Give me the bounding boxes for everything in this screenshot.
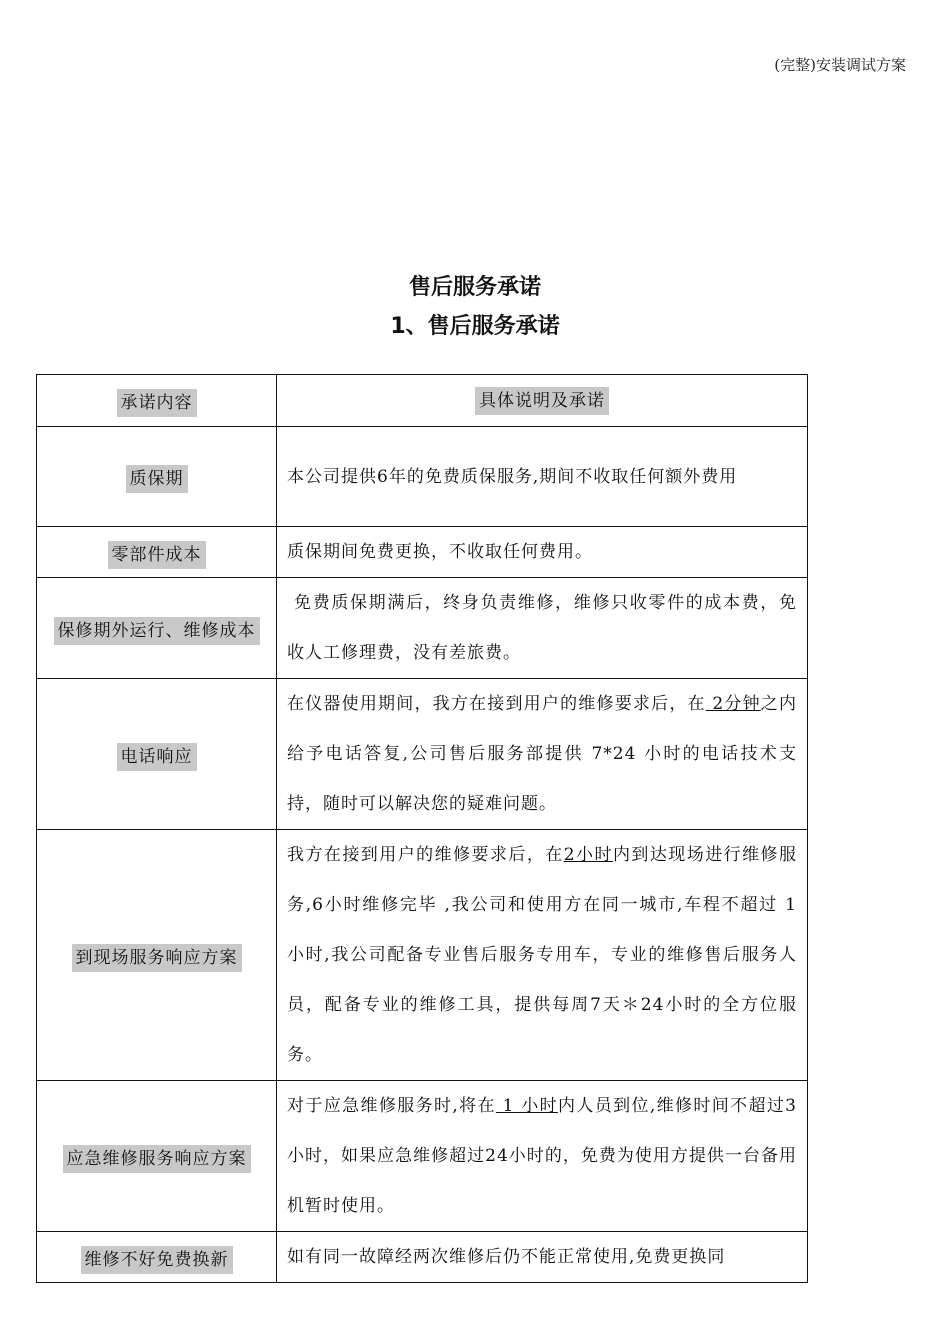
row-label: 质保期: [126, 465, 188, 493]
text-segment: 之内给予电话答复,公司售后服务部提供 7*24 小时的电话技术支持，随时可以解决您的疑难问题。: [287, 694, 798, 814]
table-cell-item: [37, 1232, 277, 1283]
table-cell-text: 免费质保期满后，终身负责维修，维修只收零件的成本费，免收人工修理费，没有差旅费。: [277, 578, 808, 679]
table-row: [37, 679, 808, 830]
section-title: 1、售后服务承诺: [390, 314, 560, 339]
table-cell-item: [37, 527, 277, 578]
table-row: [37, 578, 808, 679]
table-header-cell: [37, 375, 277, 427]
table-cell-text: [277, 1081, 808, 1232]
table-row: [37, 1232, 808, 1283]
underlined-time-limit: 2小时: [563, 845, 613, 865]
row-label: 电话响应: [117, 743, 197, 771]
text-segment: 内人员到位,维修时间不超过3小时，如果应急维修超过24小时的，免费为使用方提供一台备用机暂时使用。: [287, 1096, 797, 1216]
table-cell-item: [37, 830, 277, 1081]
text-segment: 内到达现场进行维修服务,6小时维修完毕 ,我公司和使用方在同一城市,车程不超过 1 小时,我公司配备专业售后服务专用车，专业的维修售后服务人员，配备专业的维修工具，提供每周7天＊24小时的全方位服务。: [287, 845, 797, 1065]
column-header-details: 具体说明及承诺: [475, 387, 609, 415]
service-commitment-table: [36, 374, 808, 1283]
table-cell-item: [37, 679, 277, 830]
table-cell-text: 本公司提供6年的免费质保服务,期间不收取任何额外费用: [277, 427, 808, 527]
row-label: 保修期外运行、维修成本: [54, 617, 260, 645]
row-label: 零部件成本: [108, 541, 206, 569]
table-cell-text: 如有同一故障经两次维修后仍不能正常使用,免费更换同: [277, 1232, 808, 1283]
page-title: 售后服务承诺: [408, 275, 541, 300]
underlined-time-limit: 2分钟: [705, 694, 761, 714]
table-cell-text: 质保期间免费更换，不收取任何费用。: [277, 527, 808, 578]
column-header-commitment: 承诺内容: [117, 389, 197, 417]
table-row: [37, 830, 808, 1081]
row-label: 到现场服务响应方案: [72, 944, 242, 972]
underlined-time-limit: 1 小时: [495, 1096, 558, 1116]
table-header-cell: [277, 375, 808, 427]
table-cell-text: [277, 679, 808, 830]
table-cell-item: [37, 427, 277, 527]
text-segment: 在仪器使用期间，我方在接到用户的维修要求后，在: [287, 694, 706, 714]
table-cell-item: [37, 1081, 277, 1232]
document-header-title: (完整)安装调试方案: [774, 56, 906, 74]
table-row: [37, 1081, 808, 1232]
table-row: [37, 527, 808, 578]
row-label: 维修不好免费换新: [81, 1246, 233, 1274]
table-cell-item: [37, 578, 277, 679]
table-cell-text: [277, 830, 808, 1081]
table-header-row: [37, 375, 808, 427]
table-row: [37, 427, 808, 527]
text-segment: 我方在接到用户的维修要求后，在: [287, 845, 564, 865]
text-segment: 对于应急维修服务时,将在: [287, 1096, 496, 1116]
row-label: 应急维修服务响应方案: [63, 1145, 251, 1173]
